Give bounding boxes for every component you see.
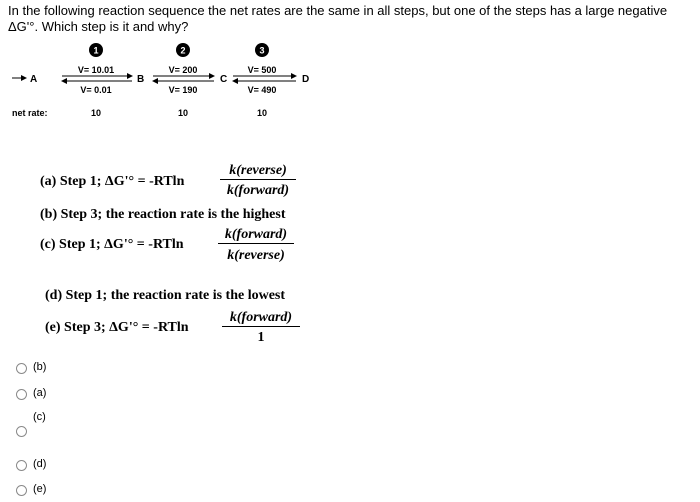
choice-c-denominator: k(reverse) — [227, 248, 285, 263]
forward-rate-2: V= 200 — [168, 65, 198, 75]
species-c: C — [220, 74, 228, 85]
svg-text:3: 3 — [259, 45, 265, 56]
reaction-scheme — [0, 40, 310, 120]
choice-c-prefix: (c) Step 1; ΔG'° = -RTln — [40, 237, 184, 252]
answer-label-a: (a) — [33, 387, 47, 399]
choice-a-prefix: (a) Step 1; ΔG'° = -RTln — [40, 174, 185, 189]
net-rate-1: 10 — [90, 108, 102, 118]
svg-text:2: 2 — [180, 45, 186, 56]
species-a: A — [30, 74, 38, 85]
radio-d[interactable] — [16, 460, 27, 471]
answer-label-d: (d) — [33, 458, 47, 470]
answer-label-e: (e) — [33, 483, 47, 495]
answer-label-c: (c) — [33, 411, 46, 423]
choice-b: (b) Step 3; the reaction rate is the highest — [40, 207, 286, 222]
radio-c[interactable] — [16, 426, 27, 437]
net-rate-2: 10 — [177, 108, 189, 118]
reverse-rate-2: V= 190 — [168, 85, 198, 95]
choice-d: (d) Step 1; the reaction rate is the lowest — [45, 288, 286, 303]
svg-text:1: 1 — [93, 45, 99, 56]
step-number-2 — [176, 43, 190, 57]
net-rate-label: net rate: — [12, 108, 48, 118]
reverse-rate-3: V= 490 — [247, 85, 277, 95]
answer-label-b: (b) — [33, 361, 47, 373]
radio-a[interactable] — [16, 389, 27, 400]
step-number-3 — [255, 43, 269, 57]
choice-a-numerator: k(reverse) — [220, 163, 296, 180]
choice-e-numerator: k(forward) — [222, 310, 300, 327]
choice-c-numerator: k(forward) — [218, 227, 294, 244]
question-text: In the following reaction sequence the net rates are the same in all steps, but one of the steps has a large negative ΔG'°. Which step is it and why? — [8, 3, 668, 34]
choice-e-denominator: 1 — [257, 330, 265, 345]
net-rate-3: 10 — [256, 108, 268, 118]
species-b: B — [137, 74, 145, 85]
reverse-rate-1: V= 0.01 — [80, 85, 112, 95]
radio-b[interactable] — [16, 363, 27, 374]
choice-a-denominator: k(forward) — [226, 183, 290, 198]
forward-rate-1: V= 10.01 — [77, 65, 115, 75]
radio-e[interactable] — [16, 485, 27, 496]
forward-rate-3: V= 500 — [247, 65, 277, 75]
step-number-1 — [89, 43, 103, 57]
choice-e-prefix: (e) Step 3; ΔG'° = -RTln — [45, 320, 189, 335]
species-d: D — [302, 74, 310, 85]
